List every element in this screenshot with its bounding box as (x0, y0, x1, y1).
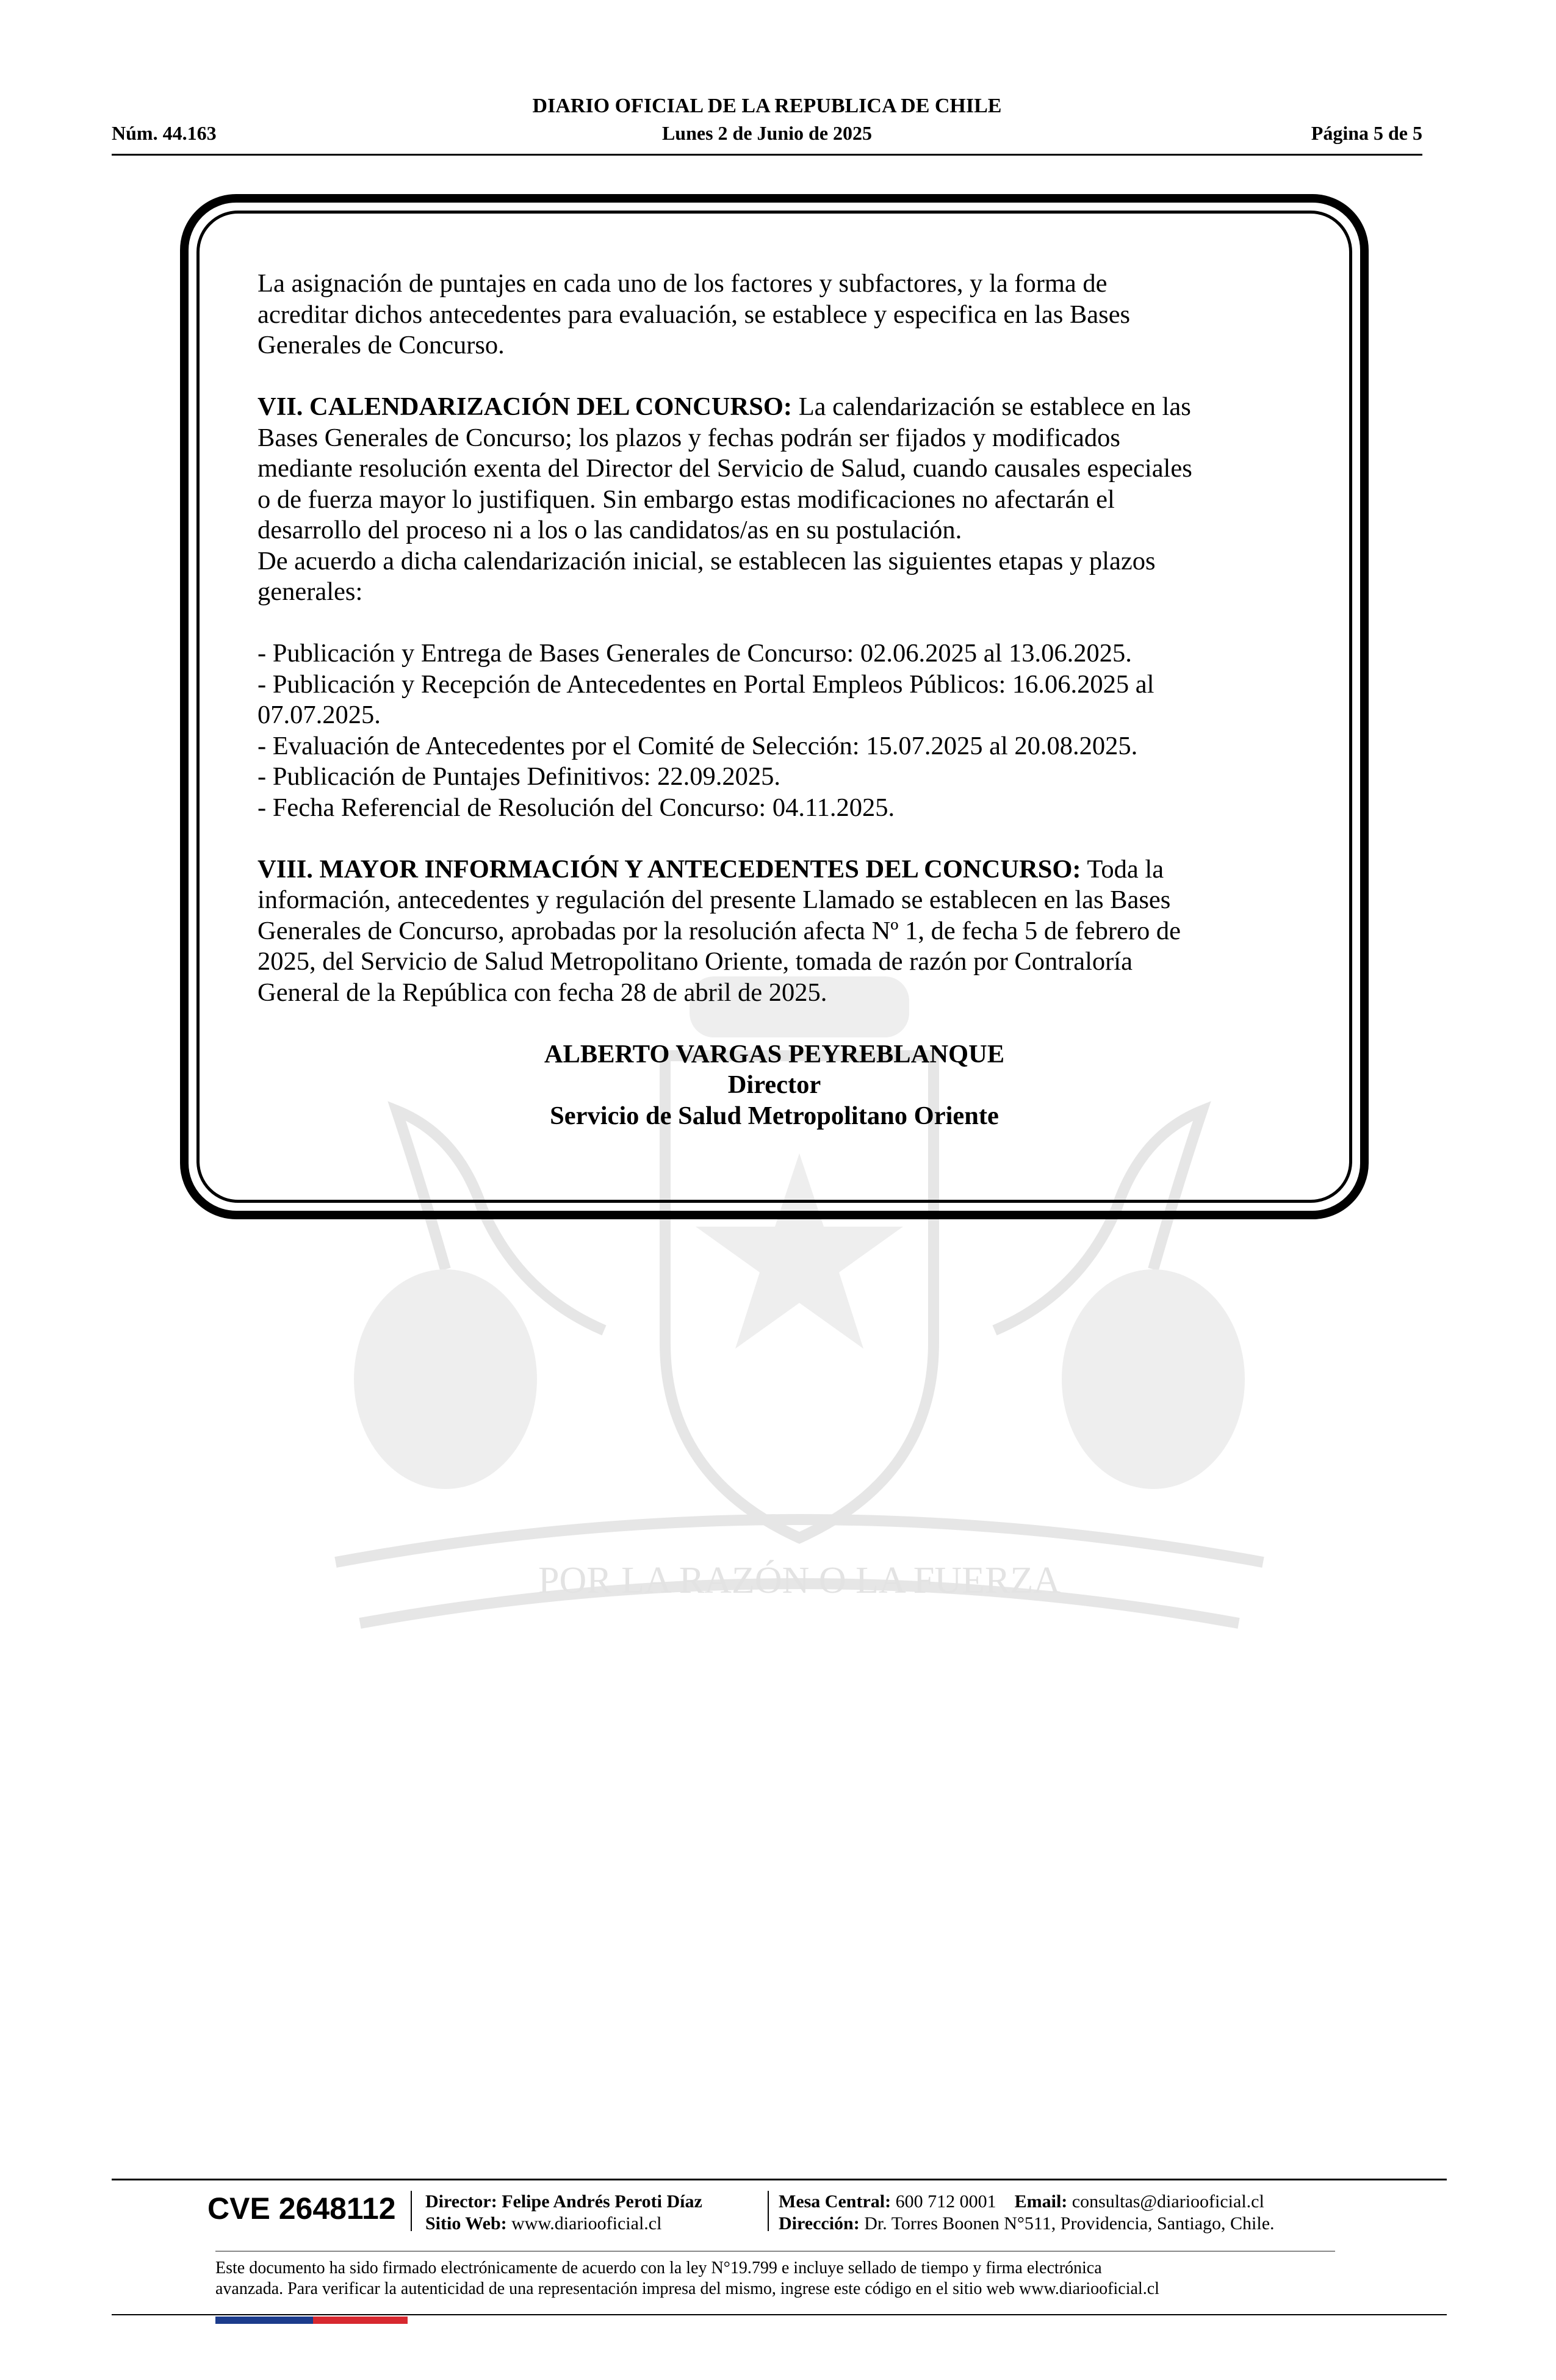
signatory-organization: Servicio de Salud Metropolitano Oriente (550, 1101, 999, 1130)
footer-separator (768, 2191, 769, 2231)
schedule-item: - Publicación de Puntajes Definitivos: 22.09.2025. (258, 762, 780, 791)
watermark-motto: POR LA RAZÓN O LA FUERZA (538, 1560, 1061, 1601)
section-8-heading: VIII. MAYOR INFORMACIÓN Y ANTECEDENTES DEL CONCURSO: (258, 854, 1081, 884)
text-line: Generales de Concurso. (258, 331, 505, 359)
issue-number: Núm. 44.163 (112, 122, 217, 144)
cve-code: CVE 2648112 (207, 2191, 396, 2226)
text-line: General de la República con fecha 28 de abril de 2025. (258, 978, 827, 1007)
text-line: Generales de Concurso, aprobadas por la resolución afecta Nº 1, de fecha 5 de febrero de (258, 916, 1181, 945)
page-number: Página 5 de 5 (1311, 122, 1422, 144)
notice-content (258, 269, 1291, 1131)
publication-title: DIARIO OFICIAL DE LA REPUBLICA DE CHILE (532, 95, 1002, 117)
text-line: VIII. MAYOR INFORMACIÓN Y ANTECEDENTES DEL CONCURSO: Toda la (258, 854, 1164, 884)
text-line: generales: (258, 577, 363, 606)
schedule-item: 07.07.2025. (258, 701, 381, 729)
footer-director-column (425, 2191, 702, 2235)
flag-stripe-blue (215, 2317, 313, 2324)
text-line: De acuerdo a dicha calendarización inicial, se establecen las siguientes etapas y plazos (258, 546, 1156, 575)
text-line: 2025, del Servicio de Salud Metropolitano Oriente, tomada de razón por Contraloría (258, 947, 1133, 976)
section-8-paragraph (258, 854, 1291, 1009)
text-line: Bases Generales de Concurso; los plazos y fechas podrán ser fijados y modificados (258, 423, 1120, 452)
text-line: VII. CALENDARIZACIÓN DEL CONCURSO: La calendarización se establece en las (258, 392, 1191, 421)
footer-address: Dirección: Dr. Torres Boonen N°511, Providencia, Santiago, Chile. (779, 2213, 1275, 2234)
footer-contact-column (779, 2191, 1275, 2235)
text-line: o de fuerza mayor lo justifiquen. Sin embargo estas modificaciones no afectarán el (258, 485, 1115, 514)
section-7-heading: VII. CALENDARIZACIÓN DEL CONCURSO: (258, 392, 793, 421)
footer-divider-mid (215, 2251, 1335, 2252)
footer-separator (411, 2191, 412, 2231)
text-line: desarrollo del proceso ni a los o las candidatos/as en su postulación. (258, 516, 962, 544)
signature-block (258, 1039, 1291, 1132)
schedule-item: - Fecha Referencial de Resolución del Concurso: 04.11.2025. (258, 793, 895, 822)
signatory-name: ALBERTO VARGAS PEYREBLANQUE (544, 1039, 1005, 1069)
section-7-paragraph (258, 392, 1291, 608)
schedule-item: - Evaluación de Antecedentes por el Comité de Selección: 15.07.2025 al 20.08.2025. (258, 731, 1138, 760)
text-line: Este documento ha sido firmado electrónicamente de acuerdo con la ley N°19.799 e incluye sellado de tiempo y firma electrónica (215, 2259, 1102, 2277)
header-divider (112, 154, 1422, 156)
intro-paragraph (258, 269, 1291, 361)
schedule-item: - Publicación y Recepción de Antecedentes en Portal Empleos Públicos: 16.06.2025 al (258, 669, 1154, 699)
website-link[interactable]: www.diariooficial.cl (511, 2213, 662, 2234)
text-line: avanzada. Para verificar la autenticidad de una representación impresa del mismo, ingrese este código en el sitio web www.diariooficial.cl (215, 2279, 1159, 2298)
signatory-role: Director (727, 1070, 821, 1099)
text-line: mediante resolución exenta del Director del Servicio de Salud, cuando causales especiales (258, 454, 1192, 483)
footer-legal-note (215, 2258, 1335, 2299)
text-line: acreditar dichos antecedentes para evaluación, se establece y especifica en las Bases (258, 300, 1131, 329)
schedule-item: - Publicación y Entrega de Bases Generales de Concurso: 02.06.2025 al 13.06.2025. (258, 639, 1132, 668)
text-line: información, antecedentes y regulación del presente Llamado se establecen en las Bases (258, 885, 1171, 914)
footer-divider-bottom (112, 2314, 1447, 2315)
flag-stripe-red (313, 2317, 408, 2324)
page-header (112, 95, 1422, 156)
footer-phone-email: Mesa Central: 600 712 0001 Email: consultas@diariooficial.cl (779, 2191, 1264, 2212)
schedule-list (258, 638, 1291, 823)
publication-date: Lunes 2 de Junio de 2025 (661, 122, 873, 144)
footer-divider-top (112, 2179, 1447, 2180)
text-line: La asignación de puntajes en cada uno de los factores y subfactores, y la forma de (258, 269, 1108, 298)
footer-website: Sitio Web: www.diariooficial.cl (425, 2213, 662, 2234)
email-link[interactable]: consultas@diariooficial.cl (1072, 2191, 1264, 2212)
footer-director: Director: Felipe Andrés Peroti Díaz (425, 2191, 702, 2212)
